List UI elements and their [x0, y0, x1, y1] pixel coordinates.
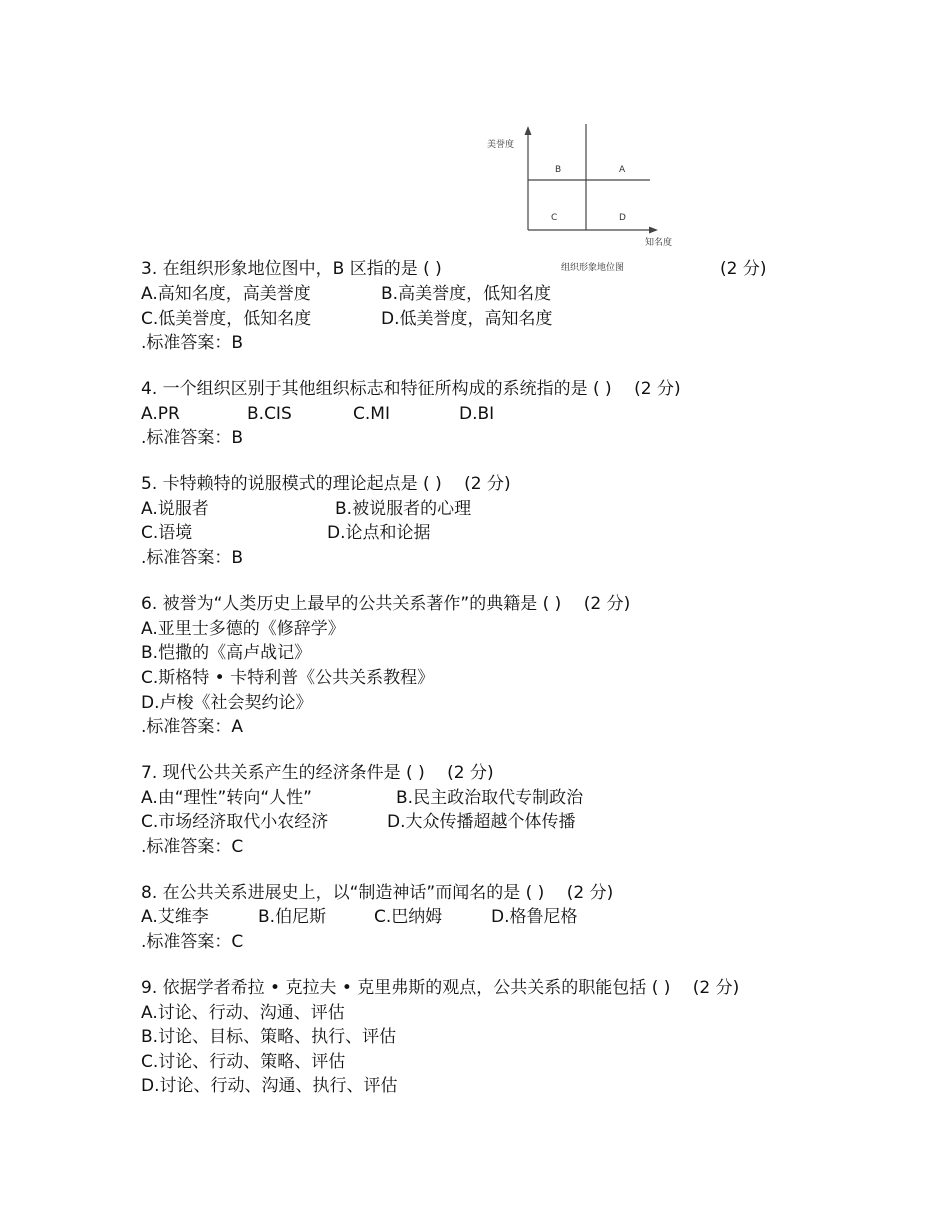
quadrant-b-label: B [555, 165, 562, 175]
option-b[interactable]: B.高美誉度，低知名度 [381, 284, 552, 304]
question-6-option-b[interactable]: B.恺撒的《高卢战记》 [141, 643, 312, 663]
x-axis-label: 知名度 [645, 238, 673, 248]
option-a[interactable]: A.艾维李 [141, 907, 209, 927]
option-a[interactable]: A.说服者 [141, 499, 209, 519]
question-5-answer: .标准答案：B [141, 548, 244, 568]
question-9-option-c[interactable]: C.讨论、行动、策略、评估 [141, 1052, 346, 1072]
option-d[interactable]: D.低美誉度，高知名度 [381, 309, 553, 329]
question-5-stem: 5. 卡特赖特的说服模式的理论起点是 ( ) (2 分) [141, 474, 511, 494]
question-8-stem: 8. 在公共关系进展史上，以“制造神话”而闻名的是 ( ) (2 分) [141, 883, 614, 903]
x-axis-arrow [649, 227, 658, 234]
option-d[interactable]: D.BI [459, 404, 495, 424]
option-b[interactable]: B.民主政治取代专制政治 [396, 788, 584, 808]
question-4-answer: .标准答案：B [141, 428, 244, 448]
option-b[interactable]: B.伯尼斯 [258, 907, 327, 927]
option-a[interactable]: A.高知名度，高美誉度 [141, 284, 311, 304]
figure-caption: 组织形象地位图 [561, 263, 625, 273]
question-9-option-d[interactable]: D.讨论、行动、沟通、执行、评估 [141, 1076, 398, 1096]
quadrant-d-label: D [619, 213, 626, 223]
y-axis-arrow [525, 126, 532, 135]
option-c[interactable]: C.低美誉度，低知名度 [141, 309, 312, 329]
option-b[interactable]: B.被说服者的心理 [335, 499, 472, 519]
option-c[interactable]: C.MI [353, 404, 390, 424]
question-7-stem: 7. 现代公共关系产生的经济条件是 ( ) (2 分) [141, 763, 494, 783]
option-d[interactable]: D.大众传播超越个体传播 [387, 812, 576, 832]
question-6-option-a[interactable]: A.亚里士多德的《修辞学》 [141, 619, 345, 639]
option-a[interactable]: A.由“理性”转向“人性” [141, 788, 312, 808]
option-d[interactable]: D.格鲁尼格 [491, 907, 578, 927]
option-a[interactable]: A.PR [141, 404, 180, 424]
question-3-stem: 3. 在组织形象地位图中，B 区指的是 ( ) [141, 259, 442, 279]
quadrant-c-label: C [551, 213, 558, 223]
y-axis-label: 美誉度 [487, 140, 515, 150]
question-3-answer: .标准答案：B [141, 333, 244, 353]
question-4-stem: 4. 一个组织区别于其他组织标志和特征所构成的系统指的是 ( ) (2 分) [141, 379, 681, 399]
question-6-stem: 6. 被誉为“人类历史上最早的公共关系著作”的典籍是 ( ) (2 分) [141, 594, 631, 614]
question-3-score: (2 分) [720, 259, 767, 279]
option-b[interactable]: B.CIS [247, 404, 292, 424]
question-9-option-a[interactable]: A.讨论、行动、沟通、评估 [141, 1003, 345, 1023]
option-c[interactable]: C.巴纳姆 [374, 907, 443, 927]
question-6-option-c[interactable]: C.斯格特 • 卡特利普《公共关系教程》 [141, 668, 435, 688]
option-d[interactable]: D.论点和论据 [327, 523, 431, 543]
question-6-answer: .标准答案：A [141, 717, 244, 737]
question-8-answer: .标准答案：C [141, 932, 244, 952]
option-c[interactable]: C.语境 [141, 523, 193, 543]
question-6-option-d[interactable]: D.卢梭《社会契约论》 [141, 693, 313, 713]
question-7-answer: .标准答案：C [141, 837, 244, 857]
quadrant-a-label: A [619, 165, 626, 175]
option-c[interactable]: C.市场经济取代小农经济 [141, 812, 329, 832]
question-9-option-b[interactable]: B.讨论、目标、策略、执行、评估 [141, 1027, 397, 1047]
question-9-stem: 9. 依据学者希拉 • 克拉夫 • 克里弗斯的观点，公共关系的职能包括 ( ) (2 分) [141, 978, 740, 998]
